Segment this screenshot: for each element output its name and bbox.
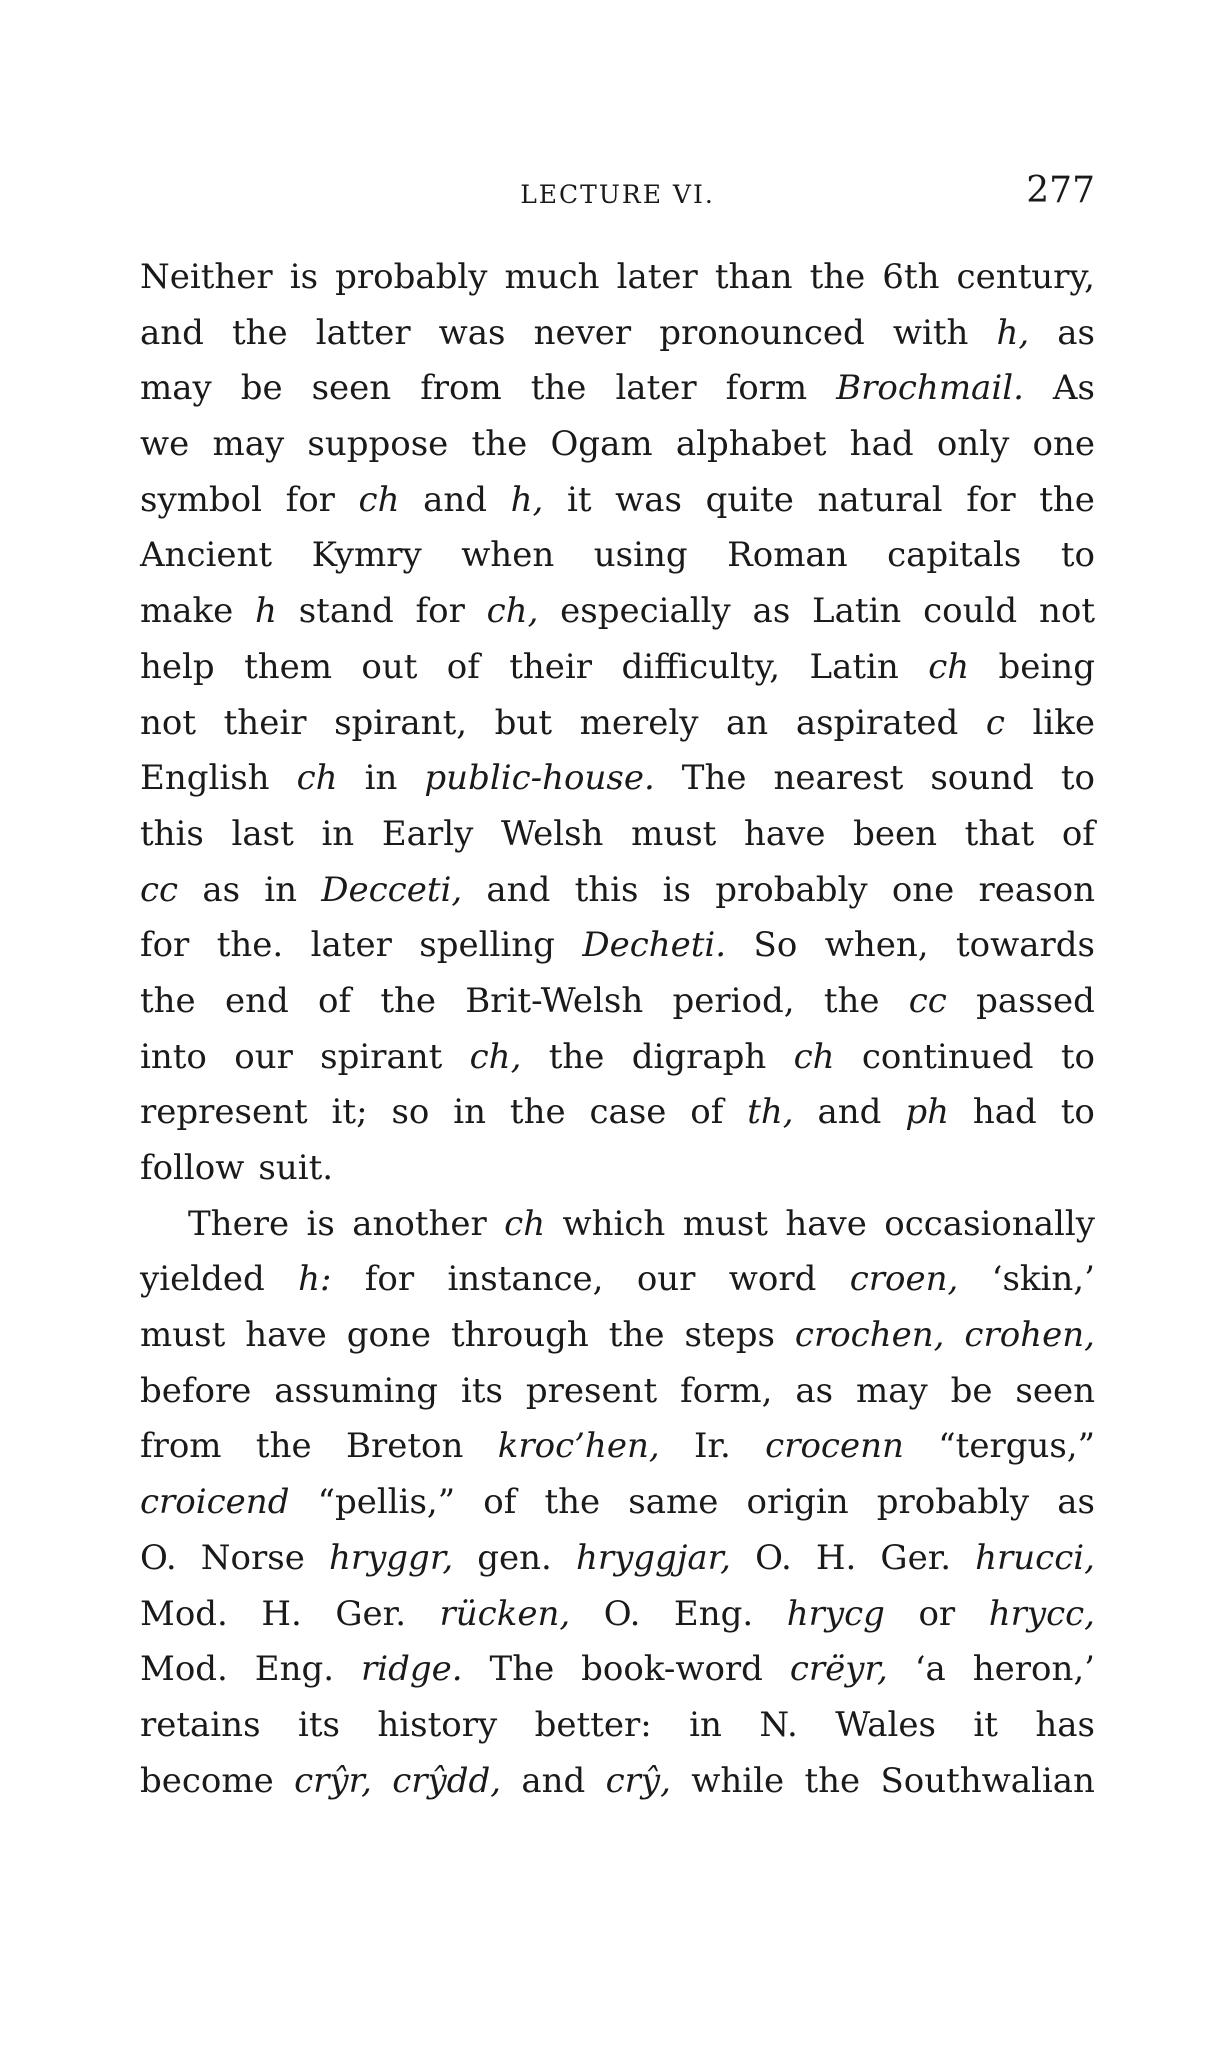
word: stand bbox=[298, 591, 394, 632]
word: as bbox=[1057, 1482, 1095, 1523]
word: instance, bbox=[447, 1259, 604, 1300]
word: case bbox=[589, 1092, 667, 1133]
text-line bbox=[140, 1308, 1095, 1364]
word: another bbox=[352, 1203, 487, 1244]
word: when, bbox=[824, 925, 929, 966]
word: make bbox=[140, 591, 234, 632]
word: origin bbox=[746, 1482, 849, 1523]
text-line bbox=[140, 1252, 1095, 1308]
running-head bbox=[140, 170, 1095, 220]
word: later bbox=[310, 925, 392, 966]
word: Neither bbox=[140, 257, 273, 297]
word: in bbox=[453, 1092, 487, 1133]
word: as bbox=[1057, 312, 1095, 353]
word: could bbox=[923, 591, 1018, 632]
word: the bbox=[509, 1092, 566, 1133]
word: our bbox=[636, 1259, 696, 1300]
word: must bbox=[682, 1203, 768, 1244]
word: yielded bbox=[140, 1259, 265, 1300]
word: passed bbox=[976, 980, 1095, 1021]
word: in bbox=[264, 869, 298, 910]
page-number: 277 bbox=[1026, 170, 1095, 211]
word: much bbox=[504, 257, 600, 297]
word: Ancient bbox=[140, 535, 273, 576]
word: O. bbox=[140, 1537, 177, 1578]
word: pronounced bbox=[659, 312, 865, 353]
word: was bbox=[615, 479, 682, 520]
word: O. bbox=[603, 1593, 641, 1634]
word: Southwalian bbox=[880, 1760, 1095, 1801]
word: its bbox=[297, 1704, 340, 1745]
word: occasionally bbox=[884, 1203, 1095, 1244]
text-line bbox=[140, 1642, 1095, 1698]
word: as bbox=[202, 869, 241, 910]
word: of bbox=[483, 1482, 517, 1523]
word: As bbox=[1052, 368, 1095, 409]
word: gone bbox=[346, 1315, 431, 1356]
italic-word: ridge. bbox=[361, 1649, 463, 1690]
running-title: LECTURE VI. bbox=[520, 180, 715, 209]
word: the bbox=[548, 1036, 605, 1077]
word: in bbox=[321, 813, 355, 854]
word: quite bbox=[705, 479, 794, 520]
word: Eng. bbox=[673, 1593, 754, 1634]
italic-word: crëyr, bbox=[789, 1649, 888, 1690]
text-line bbox=[140, 1419, 1095, 1475]
text-line bbox=[140, 528, 1095, 584]
word: have bbox=[785, 1203, 867, 1244]
italic-word: hryggr, bbox=[328, 1537, 454, 1578]
italic-word: public-house. bbox=[424, 758, 655, 799]
word: and bbox=[817, 1092, 882, 1133]
word: probably bbox=[335, 257, 488, 297]
word: for bbox=[415, 591, 465, 632]
text-line bbox=[140, 250, 1095, 306]
word: of bbox=[1061, 813, 1095, 854]
text-line bbox=[140, 640, 1095, 696]
word: the bbox=[544, 1482, 601, 1523]
word: follow bbox=[140, 1148, 245, 1188]
italic-word: crocenn bbox=[765, 1426, 904, 1467]
word: 6th bbox=[882, 257, 940, 297]
word: O. bbox=[755, 1537, 792, 1578]
word: Mod. bbox=[140, 1593, 228, 1634]
text-line bbox=[140, 1475, 1095, 1531]
word: towards bbox=[955, 925, 1095, 966]
italic-word: croen, bbox=[849, 1259, 959, 1300]
word: into bbox=[140, 1036, 207, 1077]
word: that bbox=[964, 813, 1035, 854]
word: out bbox=[361, 646, 418, 687]
word: only bbox=[936, 424, 1010, 465]
word: book-word bbox=[581, 1649, 763, 1690]
word: symbol bbox=[140, 479, 263, 520]
word: to bbox=[1060, 535, 1095, 576]
word: continued bbox=[861, 1036, 1034, 1077]
word: their bbox=[223, 702, 307, 743]
text-line bbox=[140, 473, 1095, 529]
word: better: bbox=[534, 1704, 652, 1745]
word: ‘a bbox=[914, 1649, 946, 1690]
word: become bbox=[140, 1760, 274, 1801]
word: “pellis,” bbox=[317, 1482, 456, 1523]
word: with bbox=[892, 312, 969, 353]
text-line bbox=[140, 1531, 1095, 1587]
word: probably bbox=[876, 1482, 1030, 1523]
word: their bbox=[509, 646, 593, 687]
word: have bbox=[245, 1315, 327, 1356]
word: the bbox=[530, 368, 587, 409]
word: for bbox=[364, 1259, 415, 1300]
italic-word: ch bbox=[296, 758, 338, 799]
word: our bbox=[234, 1036, 293, 1077]
word: suit. bbox=[258, 1148, 334, 1188]
word: help bbox=[140, 646, 215, 687]
word: seen bbox=[1015, 1370, 1095, 1411]
word: be bbox=[240, 368, 283, 409]
italic-word: h, bbox=[996, 312, 1030, 353]
italic-word: ch, bbox=[486, 591, 539, 632]
word: the bbox=[1039, 479, 1095, 520]
word: and bbox=[423, 479, 488, 520]
text-line bbox=[140, 1364, 1095, 1420]
italic-word: hrycg bbox=[786, 1593, 885, 1634]
word: difficulty, bbox=[621, 646, 781, 687]
word: must bbox=[631, 813, 717, 854]
word: it bbox=[566, 479, 592, 520]
italic-word: Decceti, bbox=[321, 869, 463, 910]
word: of bbox=[318, 980, 352, 1021]
italic-word: hrycc, bbox=[988, 1593, 1095, 1634]
word: have bbox=[743, 813, 826, 854]
word: Eng. bbox=[254, 1649, 335, 1690]
body-text bbox=[140, 250, 1095, 1809]
word: Latin bbox=[809, 646, 899, 687]
word: may bbox=[855, 1370, 928, 1411]
word: Welsh bbox=[500, 813, 604, 854]
italic-word: c bbox=[985, 702, 1005, 743]
word: spelling bbox=[419, 925, 555, 966]
text-line bbox=[140, 417, 1095, 473]
word: the bbox=[140, 980, 196, 1021]
italic-word: crŷr, bbox=[294, 1760, 372, 1801]
word: later bbox=[616, 257, 698, 297]
word: had bbox=[849, 424, 914, 465]
word: Roman bbox=[727, 535, 848, 576]
text-line bbox=[140, 1141, 1095, 1197]
word: assuming bbox=[274, 1370, 439, 1411]
italic-word: h bbox=[255, 591, 277, 632]
word: the bbox=[823, 980, 880, 1021]
italic-word: ch bbox=[504, 1203, 546, 1244]
word: ‘skin,’ bbox=[991, 1259, 1095, 1300]
italic-word: crochen, bbox=[794, 1315, 945, 1356]
italic-word: kroc’hen, bbox=[497, 1426, 660, 1467]
word: but bbox=[494, 702, 552, 743]
text-line bbox=[140, 361, 1095, 417]
word: Ger. bbox=[880, 1537, 952, 1578]
word: this bbox=[574, 869, 639, 910]
word: one bbox=[891, 869, 955, 910]
word: period, bbox=[672, 980, 795, 1021]
word: to bbox=[1060, 758, 1095, 799]
text-line bbox=[140, 1030, 1095, 1086]
word: than bbox=[714, 257, 793, 297]
word: seen bbox=[311, 368, 392, 409]
word: the bbox=[380, 980, 437, 1021]
word: last bbox=[231, 813, 294, 854]
word: be bbox=[950, 1370, 993, 1411]
word: of bbox=[690, 1092, 724, 1133]
text-line bbox=[140, 863, 1095, 919]
word: is bbox=[289, 257, 319, 297]
word: for bbox=[140, 925, 190, 966]
word: may bbox=[140, 368, 212, 409]
word: which bbox=[562, 1203, 666, 1244]
word: N. bbox=[759, 1704, 798, 1745]
text-line bbox=[140, 807, 1095, 863]
word: in bbox=[364, 758, 398, 799]
italic-word: ch, bbox=[469, 1036, 522, 1077]
italic-word: rücken, bbox=[439, 1593, 571, 1634]
word: not bbox=[140, 702, 197, 743]
word: or bbox=[918, 1593, 956, 1634]
word: the bbox=[232, 312, 288, 353]
text-line bbox=[140, 1197, 1095, 1253]
word: to bbox=[1060, 1092, 1095, 1133]
word: sound bbox=[930, 758, 1034, 799]
word: Early bbox=[381, 813, 474, 854]
word: Breton bbox=[345, 1426, 464, 1467]
word: it; bbox=[331, 1092, 368, 1133]
word: from bbox=[420, 368, 502, 409]
italic-word: ph bbox=[905, 1092, 949, 1133]
word: the bbox=[809, 257, 866, 297]
word: Ir. bbox=[694, 1426, 731, 1467]
word: as bbox=[752, 591, 791, 632]
word: form bbox=[725, 368, 808, 409]
text-line bbox=[140, 1085, 1095, 1141]
word: for bbox=[285, 479, 335, 520]
word: So bbox=[753, 925, 798, 966]
word: Ogam bbox=[550, 424, 653, 465]
text-line bbox=[140, 1754, 1095, 1810]
word: like bbox=[1032, 702, 1095, 743]
word: suppose bbox=[307, 424, 449, 465]
word: it bbox=[973, 1704, 998, 1745]
word: one bbox=[1032, 424, 1095, 465]
italic-word: th, bbox=[747, 1092, 794, 1133]
word: the bbox=[255, 1426, 312, 1467]
word: not bbox=[1038, 591, 1095, 632]
word: using bbox=[593, 535, 688, 576]
word: its bbox=[460, 1370, 503, 1411]
word: was bbox=[438, 312, 506, 353]
word: spirant bbox=[320, 1036, 443, 1077]
word: must bbox=[140, 1315, 226, 1356]
word: The bbox=[489, 1649, 555, 1690]
word: steps bbox=[684, 1315, 775, 1356]
word: to bbox=[1060, 1036, 1095, 1077]
word: present bbox=[525, 1370, 658, 1411]
word: the bbox=[804, 1760, 861, 1801]
word: H. bbox=[261, 1593, 302, 1634]
text-line bbox=[140, 751, 1095, 807]
italic-word: h, bbox=[510, 479, 544, 520]
word: so bbox=[391, 1092, 430, 1133]
word: is bbox=[306, 1203, 335, 1244]
word: this bbox=[140, 813, 204, 854]
word: aspirated bbox=[795, 702, 959, 743]
word: has bbox=[1035, 1704, 1095, 1745]
text-line bbox=[140, 584, 1095, 640]
word: same bbox=[628, 1482, 719, 1523]
word: the. bbox=[216, 925, 284, 966]
word: spirant, bbox=[334, 702, 468, 743]
word: There bbox=[188, 1203, 290, 1244]
word: had bbox=[972, 1092, 1037, 1133]
text-line bbox=[140, 974, 1095, 1030]
word: is bbox=[662, 869, 691, 910]
word: “tergus,” bbox=[938, 1426, 1095, 1467]
italic-word: crŷdd, bbox=[392, 1760, 502, 1801]
word: and bbox=[140, 312, 204, 353]
word: Norse bbox=[200, 1537, 305, 1578]
word: especially bbox=[560, 591, 731, 632]
word: the bbox=[608, 1315, 665, 1356]
word: been bbox=[853, 813, 938, 854]
word: end bbox=[224, 980, 289, 1021]
word: from bbox=[140, 1426, 222, 1467]
italic-word: ch bbox=[358, 479, 400, 520]
word: may bbox=[212, 424, 285, 465]
italic-word: ch bbox=[928, 646, 970, 687]
word: English bbox=[140, 758, 270, 799]
word: reason bbox=[978, 869, 1095, 910]
word: later bbox=[615, 368, 697, 409]
word: heron,’ bbox=[972, 1649, 1095, 1690]
word: being bbox=[998, 646, 1095, 687]
word: the bbox=[471, 424, 528, 465]
word: of bbox=[446, 646, 480, 687]
word: history bbox=[377, 1704, 498, 1745]
word: latter bbox=[315, 312, 411, 353]
word: never bbox=[533, 312, 632, 353]
word: word bbox=[728, 1259, 817, 1300]
italic-word: crohen, bbox=[964, 1315, 1095, 1356]
italic-word: Decheti. bbox=[582, 925, 727, 966]
text-line bbox=[140, 306, 1095, 362]
word: Brit-Welsh bbox=[465, 980, 644, 1021]
word: for bbox=[966, 479, 1016, 520]
text-line bbox=[140, 918, 1095, 974]
word: an bbox=[726, 702, 769, 743]
italic-word: hryggjar, bbox=[575, 1537, 731, 1578]
word: Wales bbox=[835, 1704, 936, 1745]
word: through bbox=[450, 1315, 589, 1356]
italic-word: croicend bbox=[140, 1482, 290, 1523]
italic-word: Brochmail. bbox=[836, 368, 1024, 409]
italic-word: cc bbox=[908, 980, 947, 1021]
word: them bbox=[244, 646, 332, 687]
word: and bbox=[521, 1760, 586, 1801]
word: natural bbox=[817, 479, 943, 520]
word: digraph bbox=[631, 1036, 767, 1077]
word: and bbox=[486, 869, 551, 910]
italic-word: cc bbox=[140, 869, 179, 910]
word: nearest bbox=[773, 758, 904, 799]
word: retains bbox=[140, 1704, 261, 1745]
word: capitals bbox=[887, 535, 1022, 576]
word: before bbox=[140, 1370, 252, 1411]
word: alphabet bbox=[675, 424, 827, 465]
word: when bbox=[461, 535, 555, 576]
word: Latin bbox=[812, 591, 902, 632]
word: represent bbox=[140, 1092, 308, 1133]
word: as bbox=[795, 1370, 834, 1411]
word: The bbox=[681, 758, 747, 799]
word: gen. bbox=[477, 1537, 552, 1578]
word: H. bbox=[815, 1537, 857, 1578]
italic-word: crŷ, bbox=[605, 1760, 671, 1801]
word: century, bbox=[956, 257, 1095, 297]
word: probably bbox=[715, 869, 868, 910]
text-line bbox=[140, 1698, 1095, 1754]
word: Mod. bbox=[140, 1649, 228, 1690]
word: merely bbox=[579, 702, 699, 743]
italic-word: h: bbox=[298, 1259, 332, 1300]
italic-word: hrucci, bbox=[975, 1537, 1095, 1578]
word: we bbox=[140, 424, 190, 465]
word: Ger. bbox=[335, 1593, 406, 1634]
word: Kymry bbox=[311, 535, 422, 576]
text-line bbox=[140, 1587, 1095, 1643]
word: form, bbox=[680, 1370, 773, 1411]
text-line bbox=[140, 696, 1095, 752]
word: while bbox=[691, 1760, 785, 1801]
italic-word: ch bbox=[793, 1036, 835, 1077]
word: in bbox=[689, 1704, 722, 1745]
